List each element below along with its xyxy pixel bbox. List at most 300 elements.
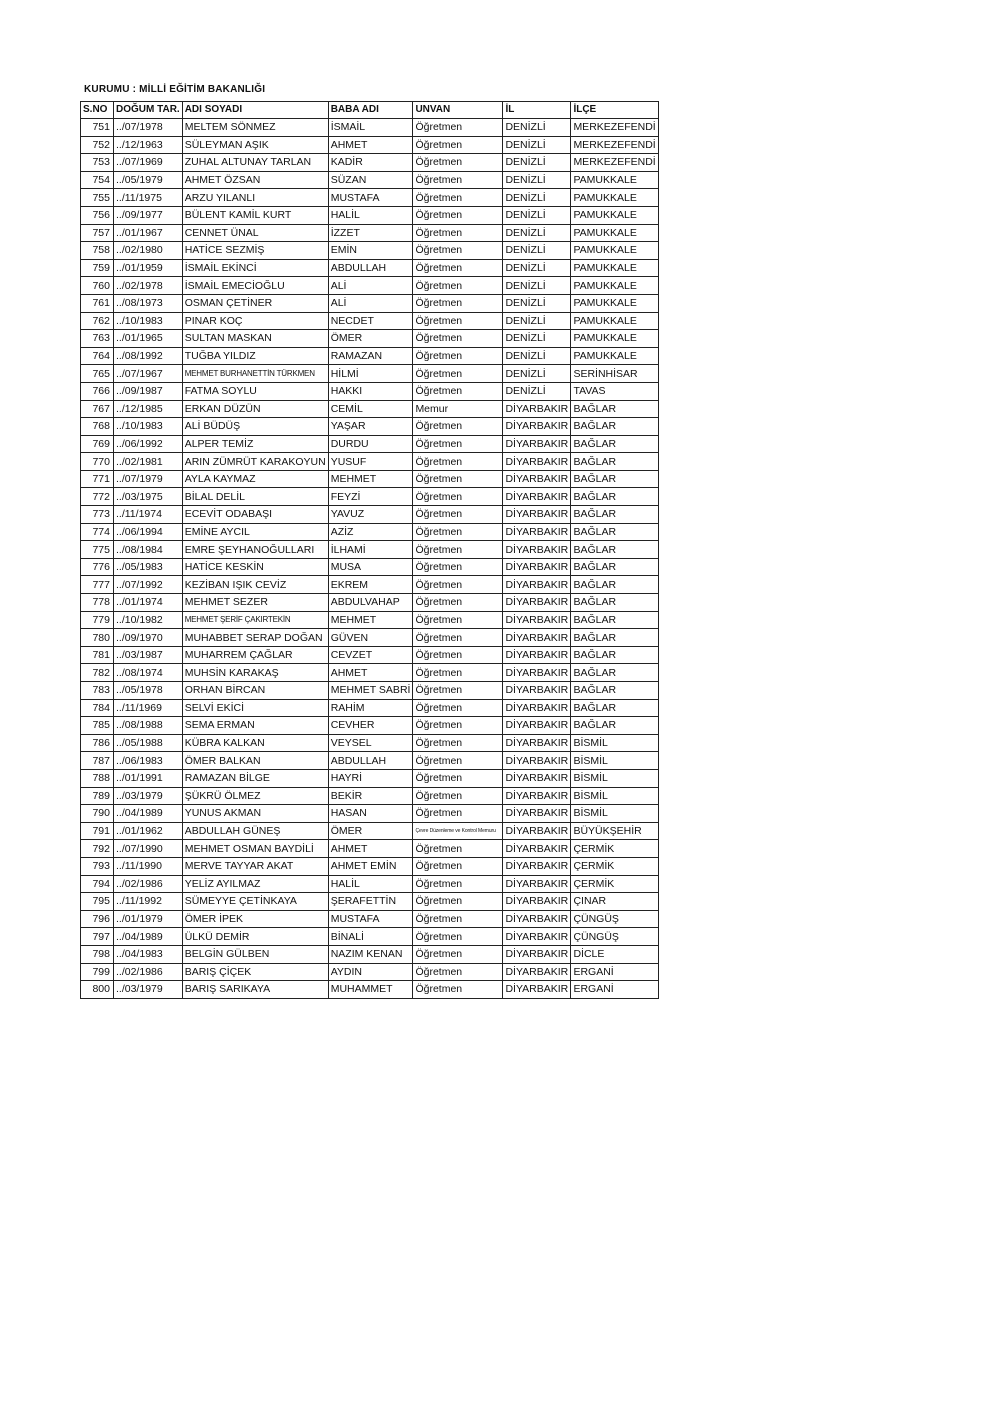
province-cell: DİYARBAKIR [503,699,571,717]
full-name-cell: BARIŞ ÇİÇEK [182,963,328,981]
birth-date-cell: ../08/1973 [114,294,183,312]
province-cell: DENİZLİ [503,224,571,242]
header-full-name: ADI SOYADI [182,102,328,119]
district-cell: ÇÜNGÜŞ [571,928,658,946]
sno-cell: 777 [81,576,114,594]
district-cell: TAVAS [571,382,658,400]
district-cell: PAMUKKALE [571,330,658,348]
father-name-cell: CEVHER [328,717,413,735]
title-cell: Öğretmen [413,506,503,524]
birth-date-cell: ../07/1978 [114,119,183,137]
father-name-cell: İSMAİL [328,119,413,137]
father-name-cell: ŞERAFETTİN [328,893,413,911]
table-row [81,594,659,612]
title-cell: Öğretmen [413,805,503,823]
full-name-cell: MEHMET BURHANETTİN TÜRKMEN [182,365,328,383]
full-name-cell: SEMA ERMAN [182,717,328,735]
table-row [81,875,659,893]
province-cell: DİYARBAKIR [503,769,571,787]
father-name-cell: HİLMİ [328,365,413,383]
full-name-cell: KEZİBAN IŞIK CEVİZ [182,576,328,594]
full-name-cell: AHMET ÖZSAN [182,171,328,189]
district-cell: PAMUKKALE [571,206,658,224]
province-cell: DİYARBAKIR [503,453,571,471]
sno-cell: 753 [81,154,114,172]
full-name-cell: AYLA KAYMAZ [182,470,328,488]
birth-date-cell: ../06/1992 [114,435,183,453]
full-name-cell: TUĞBA YILDIZ [182,347,328,365]
district-cell: ÇÜNGÜŞ [571,910,658,928]
table-row [81,857,659,875]
province-cell: DENİZLİ [503,189,571,207]
district-cell: BİSMİL [571,734,658,752]
title-cell: Öğretmen [413,330,503,348]
header-birth-date: DOĞUM TAR. [114,102,183,119]
title-cell: Öğretmen [413,928,503,946]
father-name-cell: MEHMET [328,470,413,488]
table-row [81,840,659,858]
full-name-cell: KÜBRA KALKAN [182,734,328,752]
district-cell: PAMUKKALE [571,277,658,295]
title-cell: Öğretmen [413,963,503,981]
sno-cell: 792 [81,840,114,858]
province-cell: DİYARBAKIR [503,646,571,664]
full-name-cell: YUNUS AKMAN [182,805,328,823]
birth-date-cell: ../07/1990 [114,840,183,858]
birth-date-cell: ../05/1978 [114,682,183,700]
father-name-cell: HASAN [328,805,413,823]
province-cell: DİYARBAKIR [503,822,571,840]
birth-date-cell: ../11/1974 [114,506,183,524]
province-cell: DİYARBAKIR [503,418,571,436]
district-cell: ÇERMİK [571,875,658,893]
province-cell: DENİZLİ [503,206,571,224]
full-name-cell: OSMAN ÇETİNER [182,294,328,312]
province-cell: DİYARBAKIR [503,488,571,506]
district-cell: ERGANİ [571,963,658,981]
province-cell: DİYARBAKIR [503,664,571,682]
title-cell: Öğretmen [413,277,503,295]
title-cell: Öğretmen [413,769,503,787]
birth-date-cell: ../06/1994 [114,523,183,541]
table-row [81,611,659,629]
birth-date-cell: ../07/1967 [114,365,183,383]
table-row [81,734,659,752]
full-name-cell: MUHABBET SERAP DOĞAN [182,629,328,647]
title-cell: Öğretmen [413,699,503,717]
birth-date-cell: ../02/1981 [114,453,183,471]
father-name-cell: AHMET EMİN [328,857,413,875]
birth-date-cell: ../08/1984 [114,541,183,559]
province-cell: DİYARBAKIR [503,558,571,576]
father-name-cell: CEVZET [328,646,413,664]
father-name-cell: RAHİM [328,699,413,717]
district-cell: BAĞLAR [571,488,658,506]
district-cell: BAĞLAR [571,682,658,700]
table-row [81,418,659,436]
full-name-cell: HATİCE SEZMİŞ [182,242,328,260]
title-cell: Öğretmen [413,945,503,963]
sno-cell: 774 [81,523,114,541]
table-row [81,646,659,664]
district-cell: MERKEZEFENDİ [571,119,658,137]
district-cell: BAĞLAR [571,418,658,436]
full-name-cell: ÜLKÜ DEMİR [182,928,328,946]
title-cell: Öğretmen [413,136,503,154]
birth-date-cell: ../02/1986 [114,963,183,981]
table-row [81,242,659,260]
table-row [81,541,659,559]
table-row [81,981,659,999]
sno-cell: 785 [81,717,114,735]
title-cell: Öğretmen [413,119,503,137]
table-row [81,470,659,488]
full-name-cell: ÖMER İPEK [182,910,328,928]
full-name-cell: MEHMET SEZER [182,594,328,612]
title-cell: Öğretmen [413,206,503,224]
district-cell: ERGANİ [571,981,658,999]
header-title: UNVAN [413,102,503,119]
birth-date-cell: ../07/1979 [114,470,183,488]
birth-date-cell: ../07/1969 [114,154,183,172]
table-row [81,822,659,840]
sno-cell: 768 [81,418,114,436]
province-cell: DİYARBAKIR [503,523,571,541]
table-row [81,312,659,330]
table-row [81,629,659,647]
sno-cell: 789 [81,787,114,805]
full-name-cell: ALPER TEMİZ [182,435,328,453]
district-cell: BAĞLAR [571,646,658,664]
sno-cell: 791 [81,822,114,840]
district-cell: SERİNHİSAR [571,365,658,383]
province-cell: DENİZLİ [503,294,571,312]
full-name-cell: ARZU YILANLI [182,189,328,207]
birth-date-cell: ../09/1970 [114,629,183,647]
district-cell: PAMUKKALE [571,171,658,189]
title-cell: Öğretmen [413,488,503,506]
district-cell: BAĞLAR [571,594,658,612]
father-name-cell: GÜVEN [328,629,413,647]
sno-cell: 787 [81,752,114,770]
table-row [81,154,659,172]
district-cell: ÇERMİK [571,857,658,875]
sno-cell: 764 [81,347,114,365]
title-cell: Öğretmen [413,682,503,700]
province-cell: DİYARBAKIR [503,752,571,770]
district-cell: ÇINAR [571,893,658,911]
title-cell: Öğretmen [413,312,503,330]
father-name-cell: MEHMET [328,611,413,629]
province-cell: DİYARBAKIR [503,611,571,629]
father-name-cell: NECDET [328,312,413,330]
birth-date-cell: ../07/1992 [114,576,183,594]
full-name-cell: ERKAN DÜZÜN [182,400,328,418]
header-district: İLÇE [571,102,658,119]
full-name-cell: İSMAİL EMECİOĞLU [182,277,328,295]
full-name-cell: ABDULLAH GÜNEŞ [182,822,328,840]
full-name-cell: ECEVİT ODABAŞI [182,506,328,524]
province-cell: DİYARBAKIR [503,734,571,752]
personnel-table [80,101,659,999]
father-name-cell: HAKKI [328,382,413,400]
table-row [81,717,659,735]
title-cell: Öğretmen [413,365,503,383]
district-cell: BAĞLAR [571,453,658,471]
sno-cell: 760 [81,277,114,295]
table-row [81,558,659,576]
birth-date-cell: ../03/1979 [114,787,183,805]
sno-cell: 795 [81,893,114,911]
title-cell: Öğretmen [413,242,503,260]
full-name-cell: MELTEM SÖNMEZ [182,119,328,137]
table-row [81,928,659,946]
province-cell: DİYARBAKIR [503,857,571,875]
district-cell: BAĞLAR [571,400,658,418]
title-cell: Öğretmen [413,259,503,277]
birth-date-cell: ../09/1977 [114,206,183,224]
table-row [81,347,659,365]
father-name-cell: BİNALİ [328,928,413,946]
district-cell: BAĞLAR [571,470,658,488]
title-cell: Öğretmen [413,347,503,365]
table-row [81,277,659,295]
full-name-cell: FATMA SOYLU [182,382,328,400]
province-cell: DİYARBAKIR [503,541,571,559]
district-cell: BAĞLAR [571,523,658,541]
father-name-cell: ABDULVAHAP [328,594,413,612]
sno-cell: 793 [81,857,114,875]
district-cell: BAĞLAR [571,664,658,682]
father-name-cell: ABDULLAH [328,259,413,277]
sno-cell: 783 [81,682,114,700]
table-row [81,910,659,928]
full-name-cell: MUHARREM ÇAĞLAR [182,646,328,664]
district-cell: DİCLE [571,945,658,963]
title-cell: Öğretmen [413,470,503,488]
birth-date-cell: ../11/1992 [114,893,183,911]
full-name-cell: BİLAL DELİL [182,488,328,506]
full-name-cell: MEHMET ŞERİF ÇAKIRTEKİN [182,611,328,629]
birth-date-cell: ../04/1989 [114,928,183,946]
table-row [81,206,659,224]
full-name-cell: ZUHAL ALTUNAY TARLAN [182,154,328,172]
birth-date-cell: ../10/1983 [114,312,183,330]
table-row [81,171,659,189]
title-cell: Öğretmen [413,189,503,207]
birth-date-cell: ../11/1969 [114,699,183,717]
title-cell: Öğretmen [413,435,503,453]
table-row [81,787,659,805]
sno-cell: 773 [81,506,114,524]
province-cell: DİYARBAKIR [503,576,571,594]
district-cell: BAĞLAR [571,629,658,647]
full-name-cell: SULTAN MASKAN [182,330,328,348]
birth-date-cell: ../05/1979 [114,171,183,189]
table-row [81,576,659,594]
birth-date-cell: ../03/1975 [114,488,183,506]
sno-cell: 779 [81,611,114,629]
table-row [81,189,659,207]
province-cell: DENİZLİ [503,382,571,400]
table-row [81,699,659,717]
header-sno: S.NO [81,102,114,119]
birth-date-cell: ../01/1962 [114,822,183,840]
full-name-cell: SÜLEYMAN AŞIK [182,136,328,154]
father-name-cell: FEYZİ [328,488,413,506]
sno-cell: 800 [81,981,114,999]
title-cell: Öğretmen [413,910,503,928]
birth-date-cell: ../11/1975 [114,189,183,207]
district-cell: BİSMİL [571,769,658,787]
sno-cell: 798 [81,945,114,963]
title-cell: Öğretmen [413,875,503,893]
sno-cell: 755 [81,189,114,207]
father-name-cell: DURDU [328,435,413,453]
title-cell: Öğretmen [413,382,503,400]
province-cell: DENİZLİ [503,347,571,365]
father-name-cell: VEYSEL [328,734,413,752]
title-cell: Öğretmen [413,664,503,682]
sno-cell: 794 [81,875,114,893]
sno-cell: 759 [81,259,114,277]
district-cell: BAĞLAR [571,576,658,594]
sno-cell: 782 [81,664,114,682]
district-cell: BÜYÜKŞEHİR [571,822,658,840]
district-cell: PAMUKKALE [571,259,658,277]
sno-cell: 769 [81,435,114,453]
birth-date-cell: ../10/1983 [114,418,183,436]
province-cell: DENİZLİ [503,136,571,154]
full-name-cell: ARIN ZÜMRÜT KARAKOYUN [182,453,328,471]
full-name-cell: BÜLENT KAMİL KURT [182,206,328,224]
table-row [81,769,659,787]
birth-date-cell: ../04/1983 [114,945,183,963]
district-cell: MERKEZEFENDİ [571,136,658,154]
province-cell: DİYARBAKIR [503,506,571,524]
sno-cell: 756 [81,206,114,224]
birth-date-cell: ../01/1965 [114,330,183,348]
province-cell: DİYARBAKIR [503,717,571,735]
father-name-cell: CEMİL [328,400,413,418]
full-name-cell: ALİ BÜDÜŞ [182,418,328,436]
title-cell: Öğretmen [413,453,503,471]
title-cell: Öğretmen [413,294,503,312]
father-name-cell: AYDIN [328,963,413,981]
full-name-cell: HATİCE KESKİN [182,558,328,576]
full-name-cell: SÜMEYYE ÇETİNKAYA [182,893,328,911]
father-name-cell: AHMET [328,840,413,858]
sno-cell: 771 [81,470,114,488]
title-cell: Öğretmen [413,224,503,242]
sno-cell: 761 [81,294,114,312]
table-header-row [81,102,659,119]
header-father-name: BABA ADI [328,102,413,119]
full-name-cell: EMİNE AYCIL [182,523,328,541]
district-cell: PAMUKKALE [571,347,658,365]
province-cell: DİYARBAKIR [503,787,571,805]
province-cell: DİYARBAKIR [503,875,571,893]
sno-cell: 763 [81,330,114,348]
province-cell: DENİZLİ [503,277,571,295]
province-cell: DENİZLİ [503,242,571,260]
table-row [81,963,659,981]
father-name-cell: ÖMER [328,330,413,348]
sno-cell: 778 [81,594,114,612]
title-cell: Öğretmen [413,787,503,805]
full-name-cell: RAMAZAN BİLGE [182,769,328,787]
father-name-cell: ALİ [328,294,413,312]
table-row [81,506,659,524]
birth-date-cell: ../01/1959 [114,259,183,277]
birth-date-cell: ../05/1983 [114,558,183,576]
table-row [81,382,659,400]
district-cell: PAMUKKALE [571,312,658,330]
father-name-cell: EKREM [328,576,413,594]
district-cell: PAMUKKALE [571,189,658,207]
birth-date-cell: ../08/1992 [114,347,183,365]
birth-date-cell: ../01/1974 [114,594,183,612]
district-cell: BAĞLAR [571,558,658,576]
birth-date-cell: ../09/1987 [114,382,183,400]
title-cell: Öğretmen [413,523,503,541]
sno-cell: 781 [81,646,114,664]
birth-date-cell: ../02/1978 [114,277,183,295]
province-cell: DİYARBAKIR [503,682,571,700]
sno-cell: 796 [81,910,114,928]
father-name-cell: AZİZ [328,523,413,541]
birth-date-cell: ../01/1967 [114,224,183,242]
father-name-cell: RAMAZAN [328,347,413,365]
table-row [81,435,659,453]
table-row [81,752,659,770]
province-cell: DİYARBAKIR [503,435,571,453]
title-cell: Öğretmen [413,840,503,858]
full-name-cell: İSMAİL EKİNCİ [182,259,328,277]
birth-date-cell: ../05/1988 [114,734,183,752]
district-cell: ÇERMİK [571,840,658,858]
sno-cell: 784 [81,699,114,717]
table-row [81,682,659,700]
father-name-cell: KADİR [328,154,413,172]
table-row [81,330,659,348]
title-cell: Öğretmen [413,629,503,647]
full-name-cell: EMRE ŞEYHANOĞULLARI [182,541,328,559]
district-cell: BİSMİL [571,787,658,805]
province-cell: DİYARBAKIR [503,963,571,981]
father-name-cell: NAZIM KENAN [328,945,413,963]
full-name-cell: BELGİN GÜLBEN [182,945,328,963]
title-cell: Öğretmen [413,646,503,664]
district-cell: BAĞLAR [571,541,658,559]
title-cell: Öğretmen [413,154,503,172]
table-row [81,136,659,154]
full-name-cell: CENNET ÜNAL [182,224,328,242]
table-row [81,400,659,418]
title-cell: Öğretmen [413,171,503,189]
father-name-cell: ALİ [328,277,413,295]
title-cell: Öğretmen [413,717,503,735]
father-name-cell: AHMET [328,136,413,154]
province-cell: DENİZLİ [503,330,571,348]
birth-date-cell: ../01/1979 [114,910,183,928]
title-cell: Öğretmen [413,418,503,436]
sno-cell: 766 [81,382,114,400]
district-cell: PAMUKKALE [571,224,658,242]
father-name-cell: HALİL [328,875,413,893]
sno-cell: 765 [81,365,114,383]
title-cell: Çevre Düzenleme ve Kontrol Memuru [413,822,503,840]
